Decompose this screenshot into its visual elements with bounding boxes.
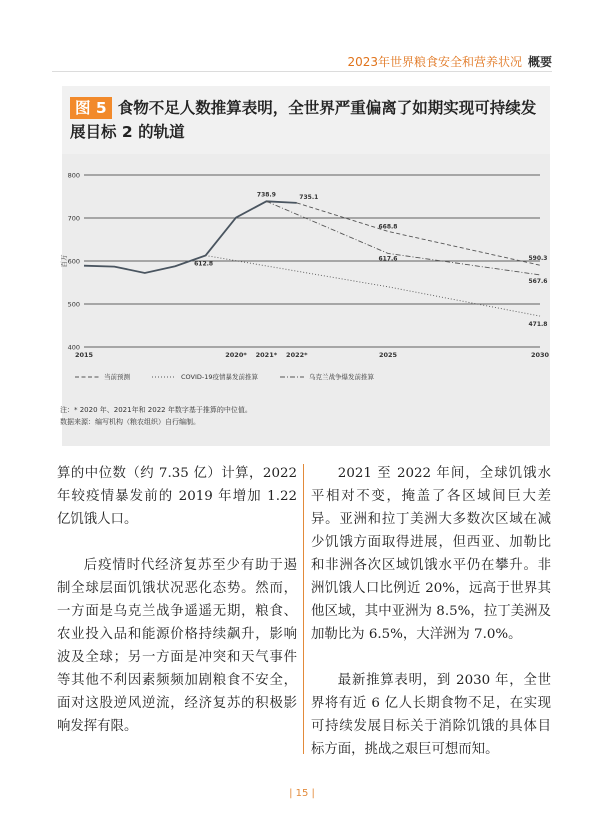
series-line-ukraine — [266, 201, 540, 275]
section-label: 概要 — [527, 55, 552, 69]
y-tick-label: 700 — [67, 214, 80, 223]
y-tick-label: 500 — [67, 300, 80, 309]
legend-item-current — [75, 372, 130, 381]
line-chart — [62, 160, 550, 390]
paragraph: 算的中位数（约 7.35 亿）计算，2022 年较疫情暴发前的 2019 年增加 1.22 亿饥饿人口。 — [57, 466, 297, 527]
page-number: | 15 | — [289, 788, 315, 799]
legend-swatch — [75, 374, 99, 380]
legend-label: 乌克兰战争爆发前推算 — [309, 373, 375, 381]
series-line-historical — [84, 201, 297, 273]
data-label: 567.6 — [528, 277, 548, 285]
data-label: 738.9 — [256, 191, 276, 199]
figure-notes — [60, 404, 252, 428]
figure-title-text: 食物不足人数推算表明，全世界严重偏离了如期实现可持续发展目标 2 的轨道 — [70, 99, 537, 141]
figure-note: 注：* 2020 年、2021年和 2022 年数字基于推算的中位值。 — [60, 406, 252, 414]
x-tick-label: 2015 — [74, 351, 94, 359]
body-column-left — [57, 462, 297, 761]
paragraph: 最新推算表明，到 2030 年，全世界将有近 6 亿人长期食物不足，在实现可持续发展目标关于消除饥饿的具体目标方面，挑战之艰巨可想而知。 — [311, 673, 551, 757]
y-tick-label: 600 — [67, 257, 80, 266]
x-tick-label: 2020* — [225, 351, 247, 359]
x-tick-label: 2022* — [286, 351, 308, 359]
paragraph: 后疫情时代经济复苏至少有助于遏制全球层面饥饿状况恶化态势。然而，一方面是乌克兰战争遥遥无期，粮食、农业投入品和能源价格持续飙升，影响波及全球；另一方面是冲突和天气事件等其他不利因素频频加剧粮食不安全，面对这股逆风逆流，经济复苏的积极影响发挥有限。 — [57, 558, 297, 734]
series-line-current — [297, 203, 540, 265]
y-tick-label: 400 — [67, 343, 80, 352]
figure-badge: 图 5 — [70, 97, 112, 119]
running-title: 2023年世界粮食安全和营养状况 — [347, 55, 522, 69]
legend-swatch — [280, 374, 304, 380]
data-label: 471.8 — [528, 321, 548, 329]
data-label: 668.8 — [378, 223, 398, 231]
data-label: 612.8 — [194, 260, 214, 268]
body-column-right — [311, 462, 551, 784]
x-tick-label: 2025 — [378, 351, 398, 359]
x-tick-label: 2030 — [530, 351, 550, 359]
paragraph: 2021 至 2022 年间，全球饥饿水平相对不变，掩盖了各区域间巨大差异。亚洲和拉丁美洲大多数次区域在减少饥饿方面取得进展，但西亚、加勒比和非洲各次区域饥饿水平仍在攀升。非洲饥饿人口比例近 20%，远高于世界其他区域，其中亚洲为 8.5%，拉丁美洲及加勒比为 6.5%，大洋洲为 7.0%。 — [311, 466, 551, 642]
column-divider — [303, 464, 304, 754]
legend-swatch — [152, 374, 176, 380]
x-tick-label: 2021* — [255, 351, 278, 359]
header-rule — [52, 71, 552, 72]
legend-item-covid — [152, 372, 258, 381]
figure-source: 数据来源：编写机构（粮农组织）自行编制。 — [60, 418, 200, 426]
data-label: 590.3 — [528, 255, 548, 263]
legend-label: COVID-19疫情暴发前推算 — [181, 373, 259, 381]
data-label: 735.1 — [299, 193, 319, 201]
y-axis-label: 百万 — [60, 254, 68, 268]
figure-title — [62, 90, 550, 144]
y-tick-label: 800 — [67, 171, 80, 180]
running-header — [347, 53, 552, 70]
legend-label: 当前预测 — [104, 373, 130, 381]
legend-item-ukraine — [280, 372, 374, 381]
chart-legend — [75, 372, 374, 381]
data-label: 617.6 — [378, 255, 398, 263]
series-line-covid — [206, 256, 540, 317]
